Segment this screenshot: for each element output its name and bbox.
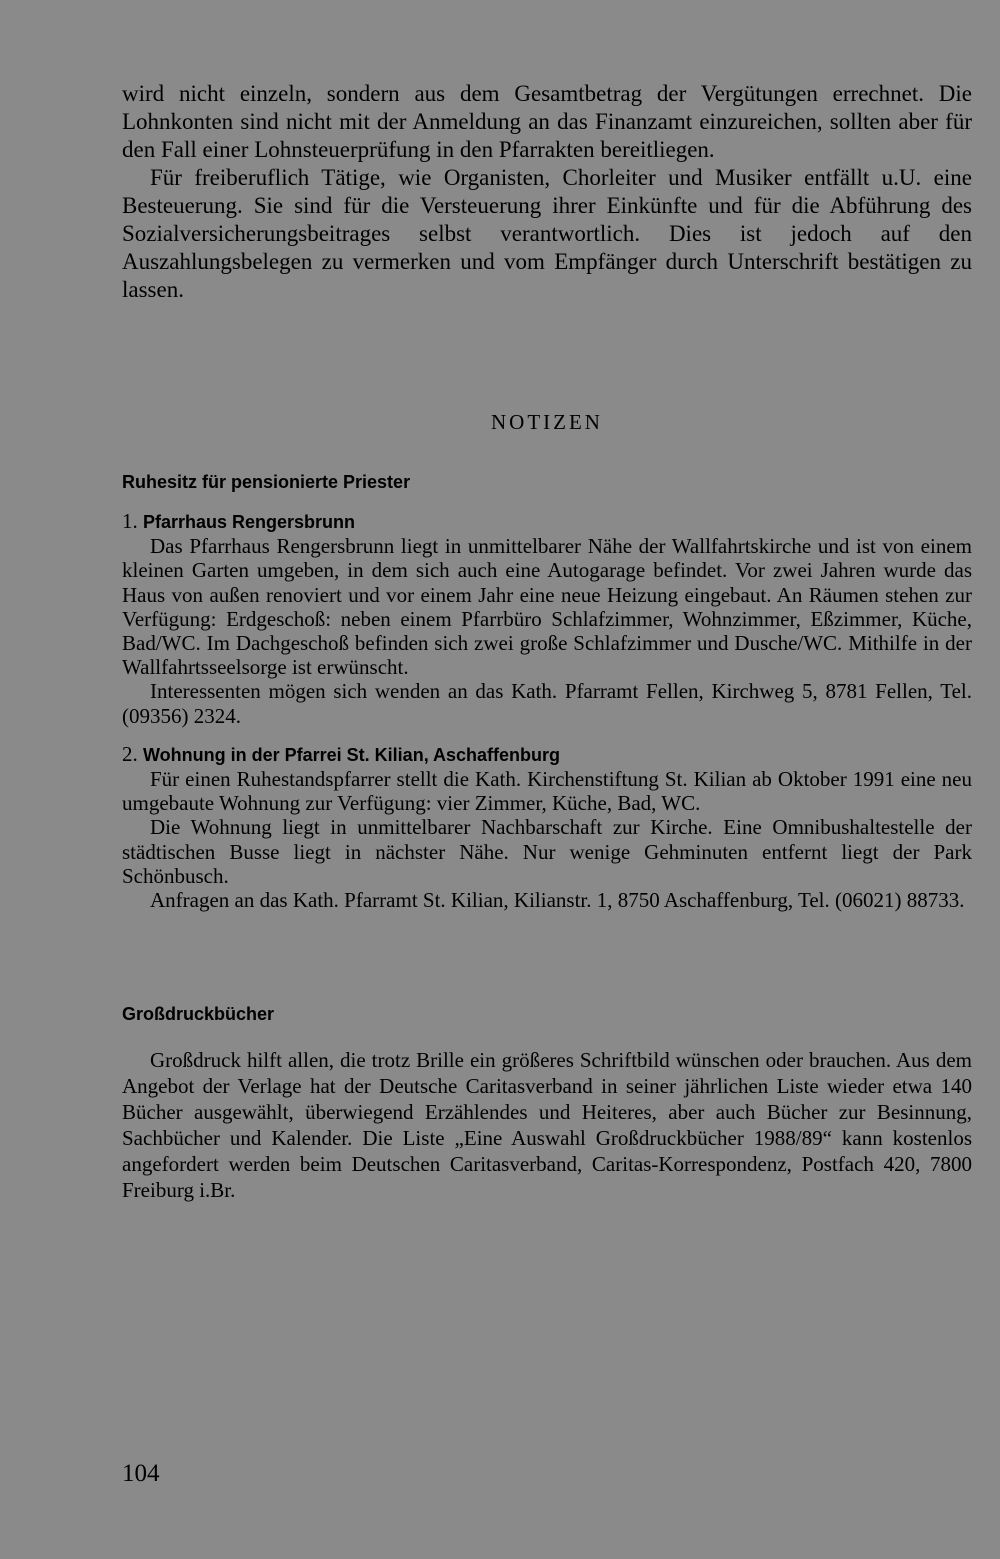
item-1-paragraph-2: Interessenten mögen sich wenden an das Kath. Pfarramt Fellen, Kirchweg 5, 8781 Fellen, Tel. (09356) 2324. (122, 679, 972, 728)
item-1-title: Pfarrhaus Rengersbrunn (143, 512, 356, 532)
item-2-title: Wohnung in der Pfarrei St. Kilian, Aschaffenburg (143, 744, 561, 765)
grossdruck-section (122, 1004, 972, 1203)
grossdruck-paragraph: Großdruck hilft allen, die trotz Brille ein größeres Schriftbild wünschen oder brauchen. Aus dem Angebot der Verlage hat der Deutsche Caritasverband in seiner jährlichen Liste wieder etwa 140 Bücher ausgewählt, überwiegend Erzählendes und Heiteres, aber auch Bücher zur Besinnung, Sachbücher und Kalender. Die Liste „Eine Auswahl Großdruckbücher 1988/89“ kann kostenlos angefordert werden beim Deutschen Caritasverband, Caritas-Korrespondenz, Postfach 420, 7800 Freiburg i.Br. (122, 1048, 972, 1202)
intro-paragraph-1: wird nicht einzeln, sondern aus dem Gesamtbetrag der Vergütungen errechnet. Die Lohnkonten sind nicht mit der Anmeldung an das Finanzamt einzureichen, sollten aber für den Fall einer Lohnsteuerprüfung in den Pfarrakten bereitliegen. (122, 81, 972, 162)
intro-paragraph-2: Für freiberuflich Tätige, wie Organisten, Chorleiter und Musiker entfällt u.U. eine Besteuerung. Sie sind für die Versteuerung ihrer Einkünfte und für die Abführung des Sozialversicherungsbeitrages selbst verantwortlich. Dies ist jedoch auf den Auszahlungsbelegen zu vermerken und vom Empfänger durch Unterschrift bestätigen zu lassen. (122, 165, 972, 302)
section-title-notizen: NOTIZEN (491, 410, 603, 434)
item-2-title-line (122, 742, 972, 767)
ruhesitz-section (122, 472, 972, 912)
item-2-paragraph-3: Anfragen an das Kath. Pfarramt St. Kilian, Kilianstr. 1, 8750 Aschaffenburg, Tel. (06021) 88733. (150, 888, 965, 913)
ruhesitz-item-1 (122, 509, 972, 728)
ruhesitz-item-2 (122, 742, 972, 912)
item-2-paragraph-2: Die Wohnung liegt in unmittelbarer Nachbarschaft zur Kirche. Eine Omnibushaltestelle der städtischen Busse liegt in nächster Nähe. Nur wenige Gehminuten entfernt liegt der Park Schönbusch. (122, 815, 972, 888)
grossdruck-heading: Großdruckbücher (122, 1004, 275, 1024)
item-2-paragraph-1: Für einen Ruhestandspfarrer stellt die Kath. Kirchenstiftung St. Kilian ab Oktober 1991 eine neu umgebaute Wohnung zur Verfügung: vier Zimmer, Küche, Bad, WC. (122, 767, 972, 816)
intro-text (122, 80, 972, 304)
item-gap (122, 728, 972, 742)
item-1-paragraph-1: Das Pfarrhaus Rengersbrunn liegt in unmittelbarer Nähe der Wallfahrtskirche und ist von einem kleinen Garten umgeben, in dem sich auch eine Autogarage befindet. Vor zwei Jahren wurde das Haus von außen renoviert und vor einem Jahr eine neue Heizung eingebaut. An Räumen stehen zur Verfügung: Erdgeschoß: neben einem Pfarrbüro Schlafzimmer, Wohnzimmer, Eßzimmer, Küche, Bad/WC. Im Dachgeschoß befinden sich zwei große Schlafzimmer und Dusche/WC. Mithilfe in der Wallfahrtsseelsorge ist erwünscht. (122, 534, 972, 680)
page-content (122, 80, 972, 1202)
page-number: 104 (122, 1460, 160, 1487)
item-1-number: 1. (122, 509, 138, 533)
item-2-number: 2. (122, 741, 138, 766)
ruhesitz-heading: Ruhesitz für pensionierte Priester (122, 472, 411, 492)
item-1-title-line (122, 509, 972, 534)
